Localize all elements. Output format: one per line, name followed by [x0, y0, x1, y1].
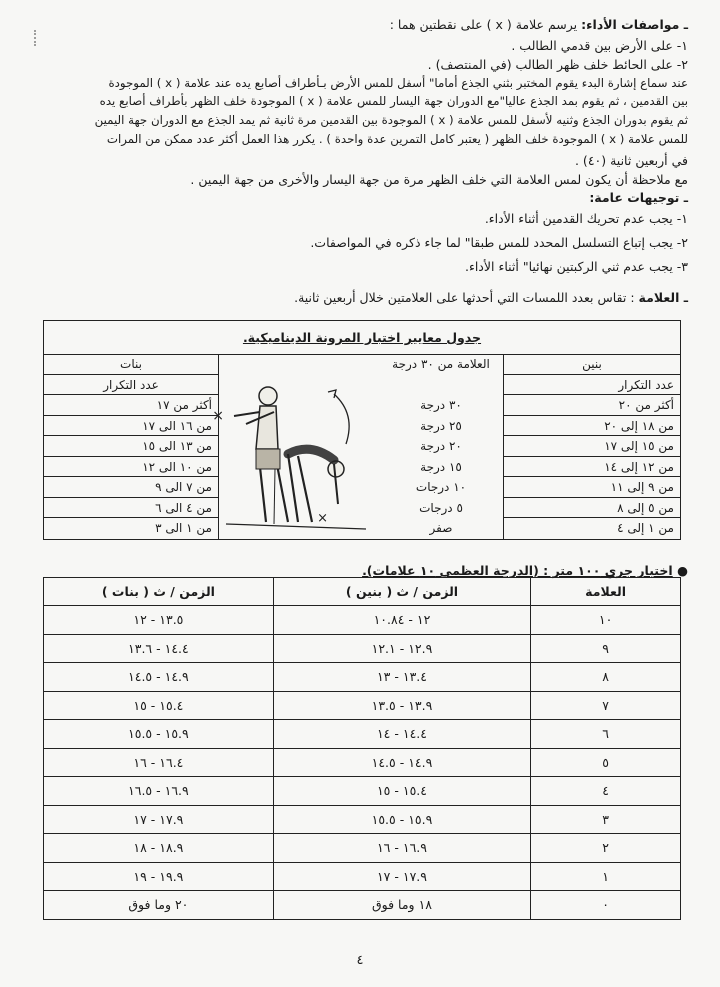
- svg-text:×: ×: [317, 511, 328, 526]
- sprint-boys-cell: ١٤.٤ - ١٤: [273, 720, 530, 749]
- table-row: [44, 748, 681, 777]
- sprint-girls-cell: ١٨.٩ - ١٨: [44, 834, 274, 863]
- mark-text: : تقاس بعدد اللمسات التي أحدثها على العلامتين خلال أربعين ثانية.: [294, 290, 639, 305]
- specs-paragraph-line: في أربعين ثانية (٤٠) .: [574, 153, 688, 168]
- score-row: ٢٥ درجة: [420, 418, 462, 433]
- specs-paragraph-line: للمس علامة ( x ) الموجودة خلف الظهر ( يعتبر كامل التمرين عدة واحدة ) . يكرر هذا العمل أكثر عدد ممكن من المرات: [106, 132, 688, 146]
- boys-header: بنين: [504, 354, 680, 375]
- sprint-girls-cell: ١٥.٩ - ١٥.٥: [44, 720, 274, 749]
- sprint-girls-cell: ١٧.٩ - ١٧: [44, 805, 274, 834]
- sprint-girls-cell: ١٩.٩ - ١٩: [44, 862, 274, 891]
- boys-row: من ١٢ إلى ١٤: [504, 457, 680, 478]
- score-row: ٥ درجات: [419, 500, 463, 515]
- specs-heading-rest: يرسم علامة ( x ) على نقطتين هما :: [389, 17, 582, 32]
- sprint-header-girls: الزمن / ث ( بنات ): [44, 578, 274, 606]
- bullet-icon: ●: [677, 563, 688, 578]
- girls-subheader: عدد التكرار: [44, 375, 218, 396]
- sprint-title: [362, 563, 688, 578]
- specs-point: ١- على الأرض بين قدمي الطالب .: [511, 38, 688, 53]
- table-row: [44, 634, 681, 663]
- trunk-rotation-figure: [212, 354, 378, 539]
- exercise-illustration: [212, 354, 378, 539]
- sprint-header-score: العلامة: [531, 578, 681, 606]
- table-row: [44, 834, 681, 863]
- page-number: ٤: [356, 953, 364, 968]
- sprint-score-cell: ١٠: [531, 606, 681, 635]
- sprint-girls-cell: ٢٠ وما فوق: [44, 891, 274, 920]
- table-row: [44, 720, 681, 749]
- sprint-girls-cell: ١٤.٩ - ١٤.٥: [44, 663, 274, 692]
- specs-line: [26, 16, 688, 34]
- girls-row: من ٧ الى ٩: [44, 477, 218, 498]
- sprint-score-cell: ٦: [531, 720, 681, 749]
- sprint-boys-cell: ١٤.٩ - ١٤.٥: [273, 748, 530, 777]
- sprint-girls-cell: ١٦.٤ - ١٦: [44, 748, 274, 777]
- girls-header: بنات: [44, 354, 218, 375]
- flexibility-criteria-table: [43, 320, 681, 540]
- score-row: ٢٠ درجة: [420, 439, 462, 453]
- score-row: ١٥ درجة: [420, 459, 462, 474]
- specs-point: ٢- على الحائط خلف ظهر الطالب (في المنتصف) .: [427, 57, 688, 72]
- sprint-boys-cell: ١٣.٩ - ١٣.٥: [273, 691, 530, 720]
- boys-subheader: عدد التكرار: [504, 375, 680, 396]
- sprint-girls-cell: ١٤.٤ - ١٣.٦: [44, 634, 274, 663]
- girls-row: من ١٣ الى ١٥: [44, 436, 218, 457]
- girls-row: من ٤ الى ٦: [44, 498, 218, 519]
- mark-heading: ـ العلامة: [638, 290, 688, 305]
- sprint-header-row: [44, 578, 681, 606]
- boys-row: من ١٥ إلى ١٧: [504, 436, 680, 457]
- sprint-boys-cell: ١٦.٩ - ١٦: [273, 834, 530, 863]
- sprint-girls-cell: ١٣.٥ - ١٢: [44, 606, 274, 635]
- sprint-score-cell: ٥: [531, 748, 681, 777]
- specs-paragraph-line: مع ملاحظة أن يكون لمس العلامة التي خلف الظهر مرة من جهة اليسار والأخرى من جهة اليمين .: [190, 172, 688, 187]
- sprint-score-cell: ٤: [531, 777, 681, 806]
- table-row: [44, 606, 681, 635]
- score-row: ١٠ درجات: [415, 480, 467, 494]
- sprint-score-cell: ٨: [531, 663, 681, 692]
- table-row: [44, 777, 681, 806]
- sprint-score-cell: ٧: [531, 691, 681, 720]
- boys-row: أكثر من ٢٠: [504, 395, 680, 416]
- score-row: صفر: [429, 521, 453, 535]
- table-row: [44, 891, 681, 920]
- sprint-boys-cell: ١٢ - ١٠.٨٤: [273, 606, 530, 635]
- sprint-boys-cell: ١٥.٩ - ١٥.٥: [273, 805, 530, 834]
- table-row: [44, 691, 681, 720]
- score-spacer: [378, 375, 504, 396]
- sprint-boys-cell: ١٥.٤ - ١٥: [273, 777, 530, 806]
- sprint-boys-cell: ١٢.٩ - ١٢.١: [273, 634, 530, 663]
- boys-row: من ٥ إلى ٨: [504, 498, 680, 519]
- sprint-score-cell: ٠: [531, 891, 681, 920]
- girls-row: من ١ الى ٣: [155, 521, 212, 535]
- guideline-item: ١- يجب عدم تحريك القدمين أثناء الأداء.: [484, 211, 688, 226]
- table-row: [44, 805, 681, 834]
- boys-row: من ١ إلى ٤: [617, 521, 674, 535]
- specs-paragraph-line: بين القدمين ، ثم يقوم بمد الجذع عاليا"مع الدوران جهة اليسار للمس علامة ( x ) الموجودة خلف الظهر بأطراف أصابع يده: [99, 94, 688, 108]
- girls-column: [44, 354, 219, 539]
- boys-row: من ١٨ إلى ٢٠: [504, 416, 680, 437]
- specs-heading: ـ مواصفات الأداء:: [581, 17, 688, 32]
- table-row: [44, 862, 681, 891]
- sprint-boys-cell: ١٧.٩ - ١٧: [273, 862, 530, 891]
- sprint-boys-cell: ١٨ وما فوق: [273, 891, 530, 920]
- sprint-girls-cell: ١٦.٩ - ١٦.٥: [44, 777, 274, 806]
- sprint-girls-cell: ١٥.٤ - ١٥: [44, 691, 274, 720]
- boys-row: من ٩ إلى ١١: [504, 477, 680, 498]
- sprint-score-cell: ٩: [531, 634, 681, 663]
- specs-paragraph-line: عند سماع إشارة البدء يقوم المختبر بثني الجذع أماما" أسفل للمس الأرض بـأطراف أصابع يده عند علامة ( x ) الموجودة: [108, 76, 688, 90]
- score-column: [378, 354, 504, 539]
- mark-line: [26, 289, 688, 307]
- specs-paragraph-line: ثم يقوم بدوران الجذع وثنيه لأسفل للمس علامة ( x ) الموجودة بين القدمين مرة ثانية ثم يمد الجذع مع الدوران جهة اليمين: [94, 113, 688, 127]
- score-row: ٣٠ درجة: [420, 398, 462, 412]
- boys-column: [503, 354, 680, 539]
- sprint-title-text: اختبار جري ١٠٠ متر : (الدرجة العظمى ١٠ علامات).: [362, 563, 673, 578]
- flexibility-table-title: جدول معايير اختبار المرونة الديناميكية.: [44, 321, 680, 355]
- guidelines-heading: ـ توجيهات عامة:: [589, 190, 688, 205]
- sprint-score-cell: ١: [531, 862, 681, 891]
- girls-row: أكثر من ١٧: [44, 395, 218, 416]
- sprint-boys-cell: ١٣.٤ - ١٣: [273, 663, 530, 692]
- guideline-item: ٣- يجب عدم ثني الركبتين نهائيا" أثناء الأداء.: [464, 259, 688, 274]
- guideline-item: ٢- يجب إتباع التسلسل المحدد للمس طبقا" لما جاء ذكره في المواصفات.: [310, 235, 688, 250]
- sprint-score-cell: ٣: [531, 805, 681, 834]
- table-row: [44, 663, 681, 692]
- svg-text:×: ×: [212, 408, 224, 424]
- score-header: العلامة من ٣٠ درجة: [392, 357, 490, 371]
- sprint-table: [43, 577, 681, 920]
- sprint-header-boys: الزمن / ث ( بنين ): [273, 578, 530, 606]
- girls-row: من ١٠ الى ١٢: [44, 457, 218, 478]
- sprint-score-cell: ٢: [531, 834, 681, 863]
- girls-row: من ١٦ الى ١٧: [44, 416, 218, 437]
